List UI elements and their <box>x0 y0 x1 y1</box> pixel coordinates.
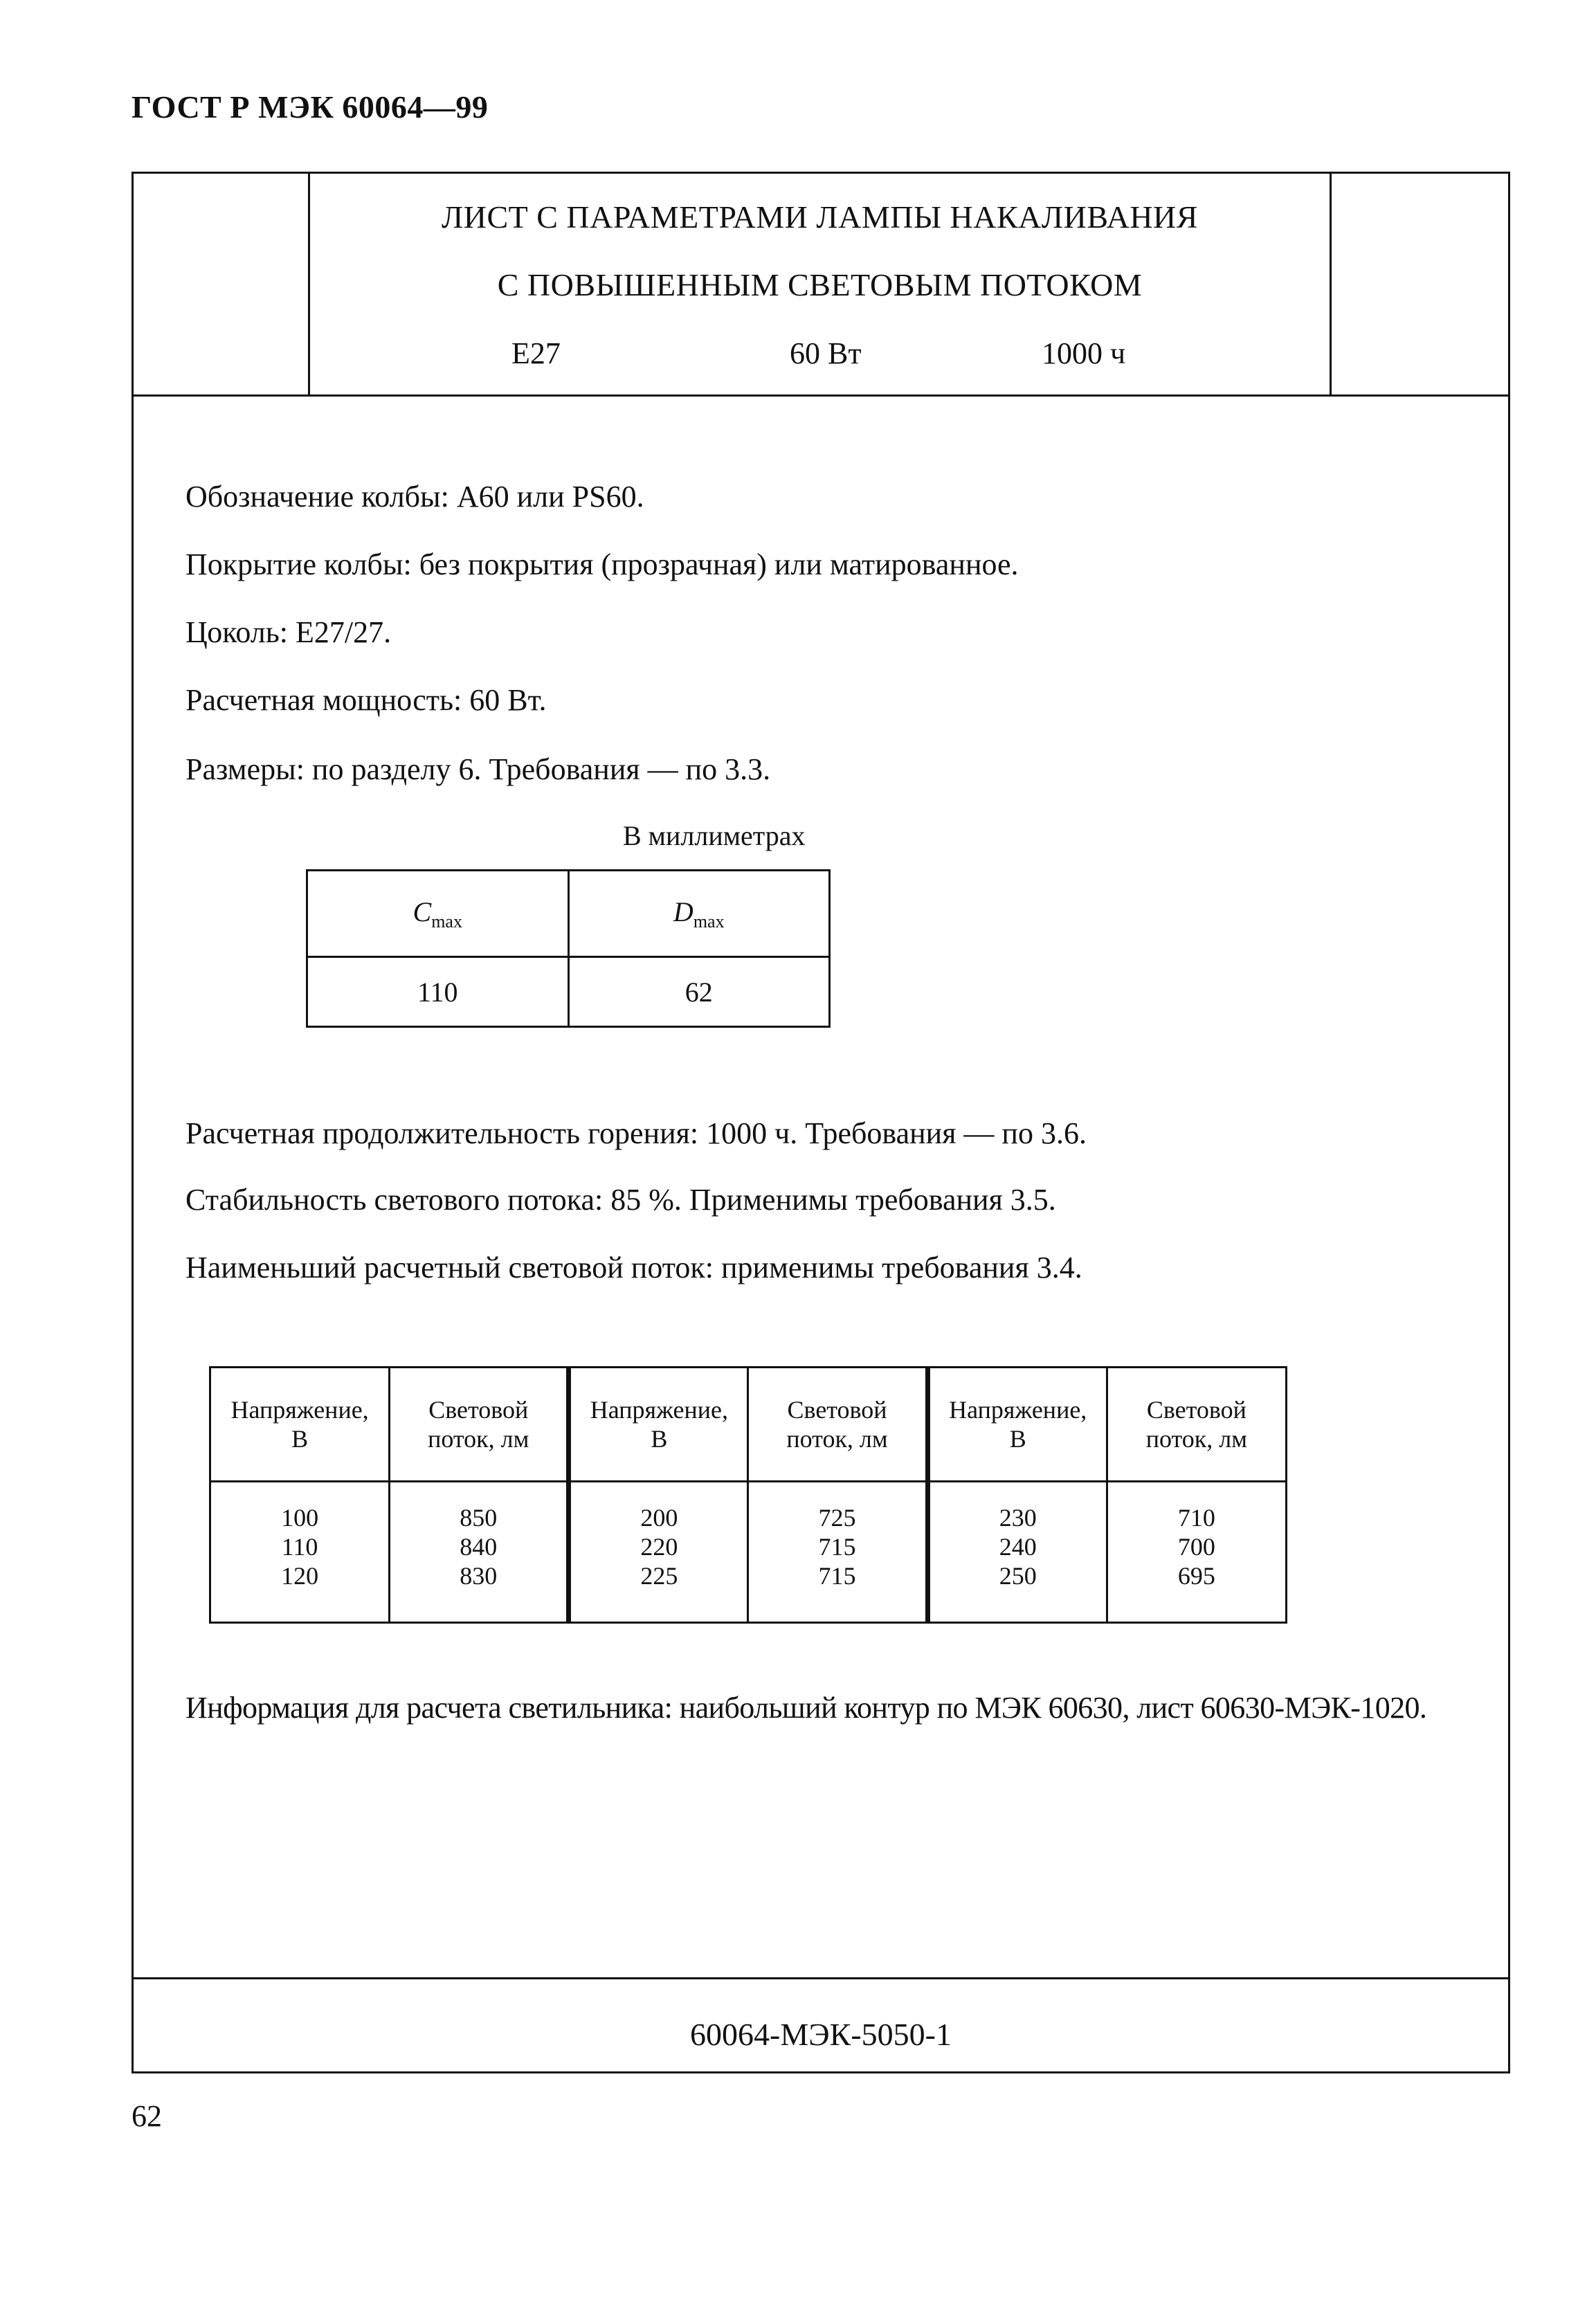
bulb-designation: Обозначение колбы: A60 или PS60. <box>185 480 644 514</box>
flux-data-row <box>210 1482 1287 1623</box>
flux-header <box>748 1368 927 1482</box>
d-letter: D <box>673 896 693 927</box>
header-line: В <box>651 1425 668 1453</box>
dimensions-table <box>306 869 831 1028</box>
table-cell: 220 <box>640 1533 678 1561</box>
d-max-value: 62 <box>568 957 830 1027</box>
table-cell: 200 <box>640 1504 678 1532</box>
table-cell: 830 <box>460 1562 498 1590</box>
c-subscript: max <box>431 911 462 932</box>
voltage-header <box>569 1368 748 1482</box>
d-max-header <box>568 871 830 957</box>
voltage-header <box>210 1368 390 1482</box>
flux-table <box>209 1366 1287 1624</box>
footer-divider <box>134 1977 1508 1979</box>
header-line: В <box>1009 1425 1026 1453</box>
sheet-title-line1: ЛИСТ С ПАРАМЕТРАМИ ЛАМПЫ НАКАЛИВАНИЯ <box>442 199 1198 235</box>
lumen-maintenance: Стабильность светового потока: 85 %. Применимы требования 3.5. <box>185 1183 1056 1217</box>
header-line: Световой <box>428 1396 529 1424</box>
header-line: Напряжение, <box>590 1396 728 1424</box>
header-line: поток, лм <box>786 1425 888 1453</box>
table-cell: 850 <box>460 1504 498 1532</box>
c-max-header <box>307 871 569 957</box>
header-line: Напряжение, <box>230 1396 369 1424</box>
rated-wattage: Расчетная мощность: 60 Вт. <box>185 683 547 717</box>
table-cell: 110 <box>281 1533 318 1561</box>
rated-life: Расчетная продолжительность горения: 1000 ч. Требования — по 3.6. <box>185 1116 1087 1150</box>
header-divider-right <box>1330 174 1332 394</box>
flux-header <box>390 1368 569 1482</box>
minimum-flux: Наименьший расчетный световой поток: применимы требования 3.4. <box>185 1251 1082 1284</box>
table-cell: 120 <box>281 1562 319 1590</box>
header-line: поток, лм <box>428 1425 529 1453</box>
dimensions-header-row <box>307 871 830 957</box>
table-cell: 725 <box>818 1504 856 1532</box>
flux-column <box>748 1482 927 1623</box>
luminaire-info: Информация для расчета светильника: наибольший контур по МЭК 60630, лист 60630-МЭК-1020. <box>185 1691 1427 1725</box>
dimensions-value-row <box>307 957 830 1027</box>
table-cell: 230 <box>999 1504 1037 1532</box>
sheet-header <box>134 174 1508 397</box>
header-line: Напряжение, <box>949 1396 1087 1424</box>
spec-power: 60 Вт <box>790 336 862 370</box>
header-line: поток, лм <box>1145 1425 1248 1453</box>
header-line: Световой <box>1146 1396 1246 1424</box>
document-code: ГОСТ Р МЭК 60064—99 <box>132 89 489 125</box>
dimensions-note: Размеры: по разделу 6. Требования — по 3.3. <box>185 752 771 786</box>
flux-column <box>1107 1482 1286 1623</box>
c-letter: C <box>412 896 432 927</box>
table-cell: 695 <box>1177 1562 1215 1590</box>
page-number: 62 <box>132 2099 162 2133</box>
table-cell: 710 <box>1177 1504 1215 1532</box>
unit-note: В миллиметрах <box>623 820 806 851</box>
table-cell: 840 <box>460 1533 498 1561</box>
flux-header <box>1107 1368 1286 1482</box>
table-cell: 100 <box>281 1504 319 1532</box>
sheet-title-line2: С ПОВЫШЕННЫМ СВЕТОВЫМ ПОТОКОМ <box>497 267 1143 302</box>
voltage-column <box>210 1482 390 1623</box>
d-subscript: max <box>693 911 725 932</box>
sheet-code: 60064-МЭК-5050-1 <box>690 2017 952 2052</box>
table-cell: 715 <box>818 1562 856 1590</box>
table-cell: 250 <box>999 1562 1037 1590</box>
header-line: В <box>291 1425 309 1453</box>
flux-column <box>390 1482 569 1623</box>
table-cell: 700 <box>1177 1533 1215 1561</box>
cap-type: Цоколь: E27/27. <box>185 615 392 649</box>
header-line: Световой <box>787 1396 887 1424</box>
c-max-value: 110 <box>307 957 569 1027</box>
voltage-column <box>569 1482 748 1623</box>
spec-base: E27 <box>511 336 561 370</box>
voltage-column <box>927 1482 1107 1623</box>
flux-header-row <box>210 1368 1287 1482</box>
bulb-coating: Покрытие колбы: без покрытия (прозрачная) или матированное. <box>185 547 1019 581</box>
table-cell: 225 <box>640 1562 678 1590</box>
voltage-header <box>927 1368 1107 1482</box>
table-cell: 715 <box>818 1533 856 1561</box>
spec-life: 1000 ч <box>1042 336 1126 370</box>
table-cell: 240 <box>999 1533 1037 1561</box>
